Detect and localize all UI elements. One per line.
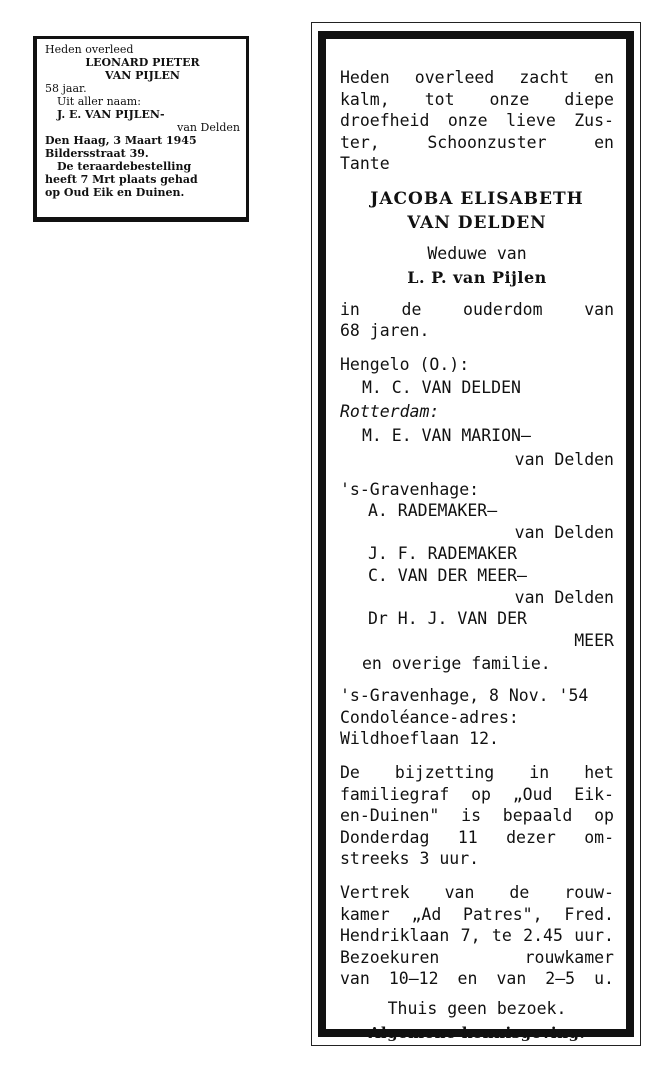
relative-name: M. E. VAN MARION— [362, 425, 531, 445]
deceased-name-line: VAN PIJLEN [105, 69, 180, 82]
general-notice-line: Algemene kennisgeving. [368, 1023, 586, 1042]
widow-of-label: Weduwe van [427, 243, 527, 263]
relative-name: van Delden [514, 449, 614, 469]
relative-name: MEER [574, 630, 614, 650]
text-line: Bezoekuren rouwkamer [340, 947, 614, 967]
relative-name: Dr H. J. VAN DER [368, 609, 527, 629]
text-line: familiegraf op „Oud Eik- [340, 784, 614, 804]
text-line: kalm, tot onze diepe [340, 89, 614, 109]
relative-line: van Delden [177, 121, 240, 134]
date-place-line: 's-Gravenhage, 8 Nov. '54 [340, 686, 589, 706]
relative-name: en overige familie. [362, 654, 551, 674]
deceased-name: VAN DELDEN [407, 212, 547, 233]
text-line: van 10—12 en van 2—5 u. [340, 969, 614, 989]
condolence-address: Wildhoeflaan 12. [340, 729, 499, 749]
condolence-label: Condoléance-adres: [340, 707, 519, 727]
relative-name: M. C. VAN DELDEN [362, 378, 521, 398]
age-line: 58 jaar. [45, 82, 87, 95]
relative-line: J. E. VAN PIJLEN- [57, 108, 165, 121]
text-line: Hendriklaan 7, te 2.45 uur. [340, 926, 614, 946]
text-line: en-Duinen" is bepaald op [340, 806, 614, 826]
relative-name: A. RADEMAKER— [368, 501, 498, 521]
husband-name: L. P. van Pijlen [407, 267, 547, 287]
text-line: De teraardebestelling [57, 160, 192, 173]
text-line: Tante [340, 154, 390, 174]
text-line: 68 jaren. [340, 321, 430, 341]
text-line: in de ouderdom van [340, 299, 614, 319]
text-line: op Oud Eik en Duinen. [45, 186, 185, 199]
text-line: Uit aller naam: [57, 95, 141, 108]
address-line: Bildersstraat 39. [45, 147, 149, 160]
no-visit-line: Thuis geen bezoek. [387, 999, 567, 1018]
text-line: Donderdag 11 dezer om- [340, 827, 614, 847]
text-line: droefheid onze lieve Zus- [340, 111, 614, 131]
text-line: De bijzetting in het [340, 763, 614, 783]
place-label: 's-Gravenhage: [340, 479, 480, 499]
intro-text [340, 67, 614, 175]
relative-name: J. F. RADEMAKER [368, 544, 518, 564]
deceased-name-line: LEONARD PIETER [85, 56, 200, 69]
burial-text [340, 762, 614, 870]
relative-name: van Delden [514, 587, 614, 607]
relative-name: C. VAN DER MEER— [368, 565, 527, 585]
notice-leonard-van-pijlen [33, 36, 249, 222]
place-label: Hengelo (O.): [340, 354, 470, 374]
text-line: Heden overleed [45, 43, 134, 56]
text-line: streeks 3 uur. [340, 849, 480, 869]
mourning-border [318, 31, 634, 1042]
text-line: Vertrek van de rouw- [340, 883, 614, 903]
text-line: kamer „Ad Patres", Fred. [340, 904, 614, 924]
date-line: Den Haag, 3 Maart 1945 [45, 134, 197, 147]
text-line: Heden overleed zacht en [340, 68, 614, 87]
relative-name: van Delden [514, 522, 614, 542]
notice-jacoba-van-delden [311, 22, 641, 1046]
deceased-name: JACOBA ELISABETH [370, 188, 584, 209]
text-line: ter, Schoonzuster en [340, 132, 614, 152]
departure-text [340, 882, 614, 990]
place-label: Rotterdam: [340, 402, 440, 422]
text-line: heeft 7 Mrt plaats gehad [45, 173, 198, 186]
